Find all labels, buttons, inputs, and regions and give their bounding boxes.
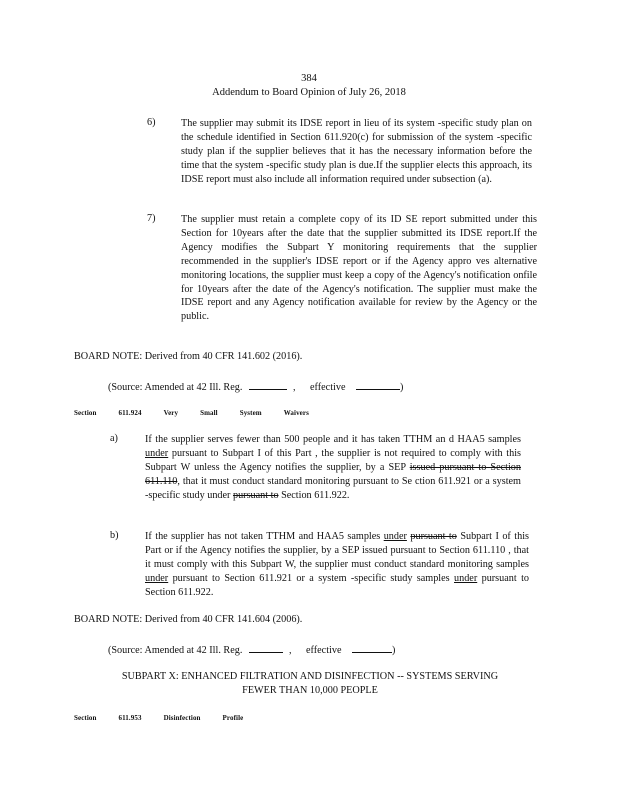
text-run: pursuant to Section 611.922.: [145, 572, 529, 598]
section-label: Section: [74, 409, 97, 417]
item-b-text: [145, 530, 529, 600]
deleted-text: issued pursuant to Section 611.110: [145, 461, 521, 487]
deleted-text: pursuant to: [410, 531, 457, 542]
title-word: Small: [200, 409, 218, 417]
effective-label: effective: [306, 645, 342, 656]
subpart-line-2: FEWER THAN 10,000 PEOPLE: [242, 684, 378, 696]
subpart-x-heading: [70, 670, 550, 698]
section-id: 611.924: [118, 409, 142, 417]
deleted-text: pursuant to: [232, 489, 279, 501]
title-word: Profile: [222, 714, 244, 722]
text-run: If the supplier has not taken TTHM and HAA5 samples: [145, 531, 384, 542]
title-word: Waivers: [283, 409, 309, 417]
source-prefix: (Source: Amended at 42 Ill. Reg.: [108, 645, 243, 656]
source-note-2: (Source: Amended at 42 Ill. Reg. , effective ): [108, 645, 396, 656]
close-paren: ): [392, 645, 396, 656]
board-note-2: BOARD NOTE: Derived from 40 CFR 141.604 (2006).: [74, 614, 303, 625]
section-id: 611.953: [118, 714, 142, 722]
effective-label: effective: [310, 382, 346, 393]
item-a-label: a): [110, 433, 118, 444]
item-a-text: [145, 433, 521, 503]
source-note-1: (Source: Amended at 42 Ill. Reg. , effective ): [108, 382, 404, 393]
section-label: Section: [74, 714, 97, 722]
inserted-text: under: [383, 531, 407, 542]
inserted-text: under: [454, 572, 478, 584]
text-run: Section 611.922.: [278, 489, 350, 501]
page-number: 384: [301, 73, 317, 84]
inserted-text: under: [145, 447, 169, 459]
title-word: System: [239, 409, 262, 417]
item-6-text: The supplier may submit its IDSE report in lieu of its system -specific study plan on the schedule identified in Section 611.920(c) for submission of the system -specific study plan if the supplier believes that it has the necessary information before the time that the system -specific study plan is due.If the supplier elects this approach, its IDSE report must also include all information required under subsection (a).: [181, 118, 532, 185]
close-paren: ): [400, 382, 404, 393]
reg-blank: [249, 643, 283, 653]
section-611-953-heading: [74, 714, 265, 722]
title-word: Very: [163, 409, 179, 417]
text-run: Subpart I of this Part or if the Agency notifies the supplier, by a SEP issued pursuant to Section 611.110 , that it must comply with this Subpart W, the supplier must conduct standard monitoring samples: [145, 531, 529, 570]
title-word: Disinfection: [163, 714, 201, 722]
section-611-924-heading: [74, 409, 331, 417]
inserted-text: under: [145, 572, 169, 584]
reg-blank: [249, 380, 287, 390]
item-7-text: The supplier must retain a complete copy of its ID SE report submitted under this Section for 10years after the date that the supplier submitted its IDSE report.If the Agency modifies the Subpart Y monitoring requirements that the supplier recommended in the supplier's IDSE report or if the Agency appro ves alternative monitoring locations, the supplier must keep a copy of the Agency's notification onfile for 10years after the date of the Agency's notification. The supplier must make the IDSE report and any Agency notification available for review by the Agency or the public.: [181, 214, 537, 323]
item-b-label: b): [110, 530, 119, 541]
text-run: pursuant to Section 611.921 or a system -specific study samples: [168, 572, 455, 584]
subpart-line-1: SUBPART X: ENHANCED FILTRATION AND DISINFECTION -- SYSTEMS SERVING: [121, 671, 499, 682]
board-note-1: BOARD NOTE: Derived from 40 CFR 141.602 (2016).: [74, 351, 303, 362]
text-run: , that it must conduct standard monitoring pursuant to Se ction 611.921 or a system -specific study under: [145, 475, 521, 501]
addendum-header: Addendum to Board Opinion of July 26, 2018: [212, 87, 406, 98]
item-6-label: 6): [147, 117, 156, 128]
effective-blank: [352, 643, 392, 653]
effective-blank: [356, 380, 400, 390]
item-7-label: 7): [147, 213, 156, 224]
text-run: If the supplier serves fewer than 500 people and it has taken TTHM an d HAA5 samples: [145, 434, 521, 445]
source-prefix: (Source: Amended at 42 Ill. Reg.: [108, 382, 243, 393]
text-run: pursuant to Subpart I of this Part , the supplier is not required to comply with this Subpart W unless the Agency notifies the supplier, by a SEP: [145, 447, 521, 473]
